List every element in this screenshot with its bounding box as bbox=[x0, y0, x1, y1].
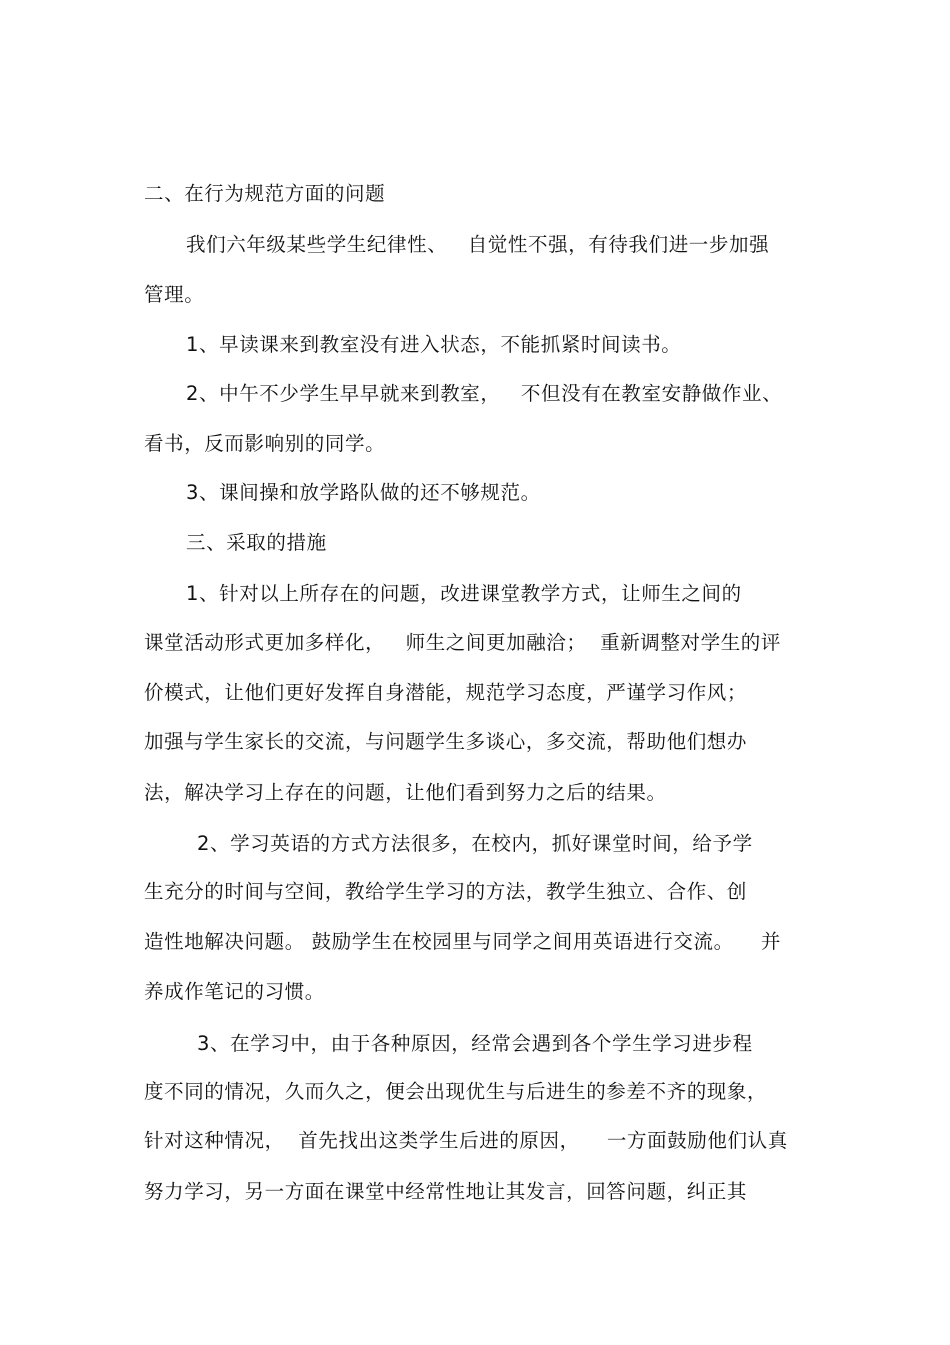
list-item-2: 2、中午不少学生早早就来到教室， 不但没有在教室安静做作业、 bbox=[186, 382, 783, 405]
paragraph-line: 法，解决学习上存在的问题，让他们看到努力之后的结果。 bbox=[144, 781, 667, 804]
paragraph-line: 生充分的时间与空间，教给学生学习的方法，教学生独立、合作、创 bbox=[144, 880, 748, 903]
section-heading-behavior: 二、在行为规范方面的问题 bbox=[144, 182, 386, 205]
section-heading-measures: 三、采取的措施 bbox=[186, 531, 327, 554]
paragraph-line: 课堂活动形式更加多样化， 师生之间更加融洽； 重新调整对学生的评 bbox=[144, 631, 781, 654]
list-item-3: 3、课间操和放学路队做的还不够规范。 bbox=[186, 481, 541, 504]
measure-item-1: 1、针对以上所存在的问题，改进课堂教学方式，让师生之间的 bbox=[186, 582, 742, 605]
paragraph-line: 针对这种情况， 首先找出这类学生后进的原因， 一方面鼓励他们认真 bbox=[144, 1129, 788, 1152]
paragraph-line: 加强与学生家长的交流，与问题学生多谈心，多交流，帮助他们想办 bbox=[144, 730, 748, 753]
paragraph-line: 看书，反而影响别的同学。 bbox=[144, 432, 386, 455]
paragraph-line: 养成作笔记的习惯。 bbox=[144, 980, 325, 1003]
list-item-1: 1、早读课来到教室没有进入状态，不能抓紧时间读书。 bbox=[186, 333, 682, 356]
paragraph-line: 管理。 bbox=[144, 283, 205, 306]
paragraph-line: 度不同的情况，久而久之，便会出现优生与后进生的参差不齐的现象， bbox=[144, 1080, 768, 1103]
paragraph-line: 造性地解决问题。 鼓励学生在校园里与同学之间用英语进行交流。 并 bbox=[144, 930, 781, 953]
paragraph-line: 价模式，让他们更好发挥自身潜能，规范学习态度，严谨学习作风； bbox=[144, 681, 748, 704]
measure-item-3: 3、在学习中，由于各种原因，经常会遇到各个学生学习进步程 bbox=[197, 1032, 753, 1055]
paragraph-line: 我们六年级某些学生纪律性、 自觉性不强，有待我们进一步加强 bbox=[186, 233, 770, 256]
paragraph-line: 努力学习，另一方面在课堂中经常性地让其发言，回答问题，纠正其 bbox=[144, 1180, 748, 1203]
measure-item-2: 2、学习英语的方式方法很多，在校内，抓好课堂时间，给予学 bbox=[197, 832, 753, 855]
